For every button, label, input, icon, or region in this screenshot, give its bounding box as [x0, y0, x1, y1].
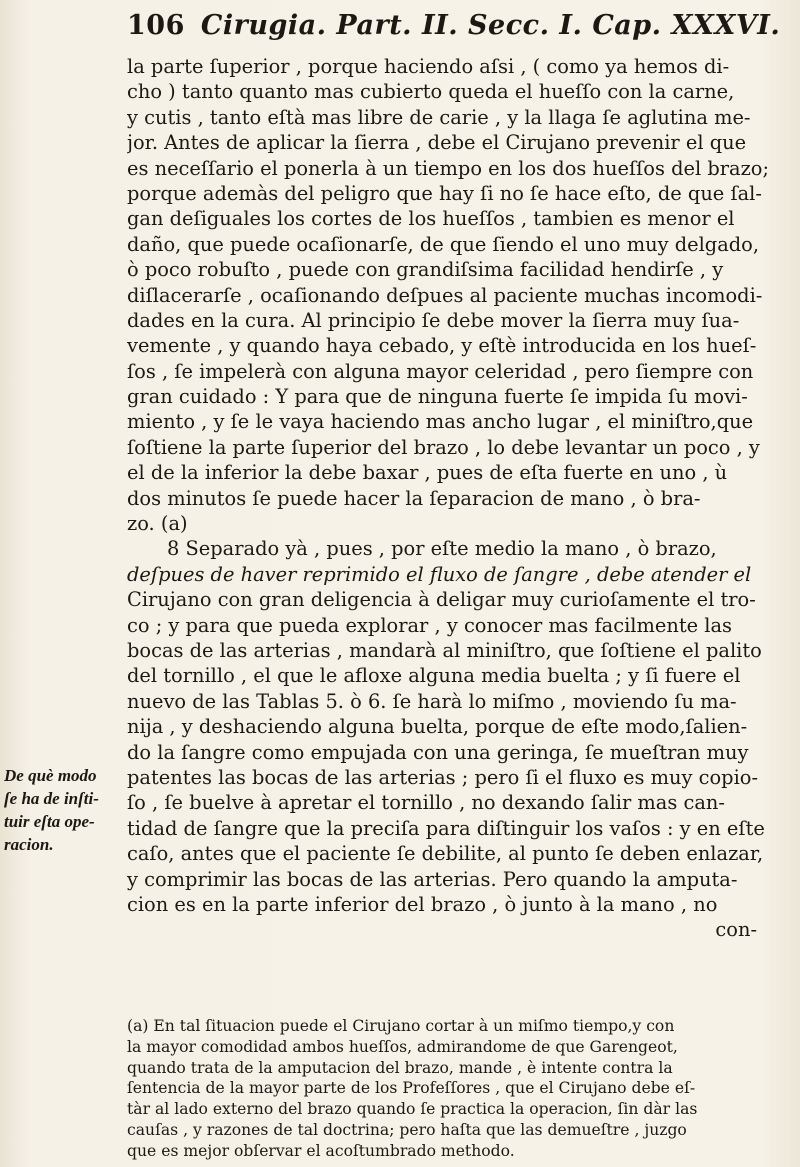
- text-line: diſlacerarſe , ocaſionando deſpues al paciente muchas incomodi-: [127, 283, 763, 307]
- text-line: deſpues de haver reprimido el fluxo de ſangre , debe atender el: [127, 562, 752, 586]
- text-line: zo. (a): [127, 512, 188, 536]
- footnote-line: (a) En tal ſituacion puede el Cirujano cortar à un miſmo tiempo,y con: [127, 1017, 675, 1035]
- footnote-line: cauſas , y razones de tal doctrina; pero haſta que las demueſtre , juzgo: [127, 1120, 687, 1139]
- text-line: patentes las bocas de las arterias ; pero ſi el fluxo es muy copio-: [127, 765, 759, 789]
- text-line: gan deſiguales los cortes de los hueſſos , tambien es menor el: [127, 207, 735, 231]
- text-line: ſoſtiene la parte ſuperior del brazo , lo debe levantar un poco , y: [127, 435, 760, 459]
- text-line: bocas de las arterias , mandarà al miniſtro, que ſoſtiene el palito: [127, 638, 762, 662]
- text-line: es neceſſario el ponerla à un tiempo en los dos hueſſos del brazo;: [127, 156, 770, 180]
- text-line: vemente , y quando haya cebado, y eſtè introducida en los hueſ-: [127, 334, 757, 358]
- text-line: cion es en la parte inferior del brazo , ò junto à la mano , no: [127, 892, 718, 916]
- footnote-line: tàr al lado externo del brazo quando ſe practica la operacion, ſin dàr las: [127, 1100, 698, 1119]
- main-text: [127, 54, 787, 943]
- margin-note-line: tuir eſta ope-: [4, 812, 95, 831]
- paragraph-8-start: 8 Separado yà , pues , por eſte medio la mano , ò brazo,: [167, 537, 717, 561]
- catchword: con-: [715, 918, 757, 942]
- text-line: porque ademàs del peligro que hay ſi no ſe hace eſto, de que ſal-: [127, 181, 762, 205]
- text-line: gran cuidado : Y para que de ninguna fuerte ſe impida ſu movi-: [127, 385, 748, 409]
- running-header: [127, 10, 787, 41]
- text-line: caſo, antes que el paciente ſe debilite, al punto ſe deben enlazar,: [127, 842, 764, 866]
- text-line: Cirujano con gran deligencia à deligar muy curioſamente el tro-: [127, 588, 756, 612]
- text-line: dos minutos ſe puede hacer la ſeparacion de mano , ò bra-: [127, 486, 701, 510]
- text-line: co ; y para que pueda explorar , y conocer mas facilmente las: [127, 613, 732, 637]
- text-line: la parte ſuperior , porque haciendo aſsi , ( como ya hemos di-: [127, 55, 730, 78]
- margin-note-line: De què modo: [4, 766, 97, 785]
- page-number: 106: [127, 10, 185, 41]
- text-line: nuevo de las Tablas 5. ò 6. ſe harà lo miſmo , moviendo ſu ma-: [127, 689, 737, 713]
- text-line: miento , y ſe le vaya haciendo mas ancho lugar , el miniſtro,que: [127, 410, 754, 434]
- text-line: ò poco robuſto , puede con grandiſsima facilidad hendirſe , y: [127, 258, 724, 282]
- text-line: dades en la cura. Al principio ſe debe mover la ſierra muy ſua-: [127, 308, 740, 332]
- footnote: [127, 1016, 792, 1162]
- text-line: el de la inferior la debe baxar , pues de eſta fuerte en uno , ù: [127, 461, 728, 485]
- margin-note-line: ſe ha de inſti-: [4, 789, 99, 808]
- text-line: daño, que puede ocaſionarſe, de que ſiendo el uno muy delgado,: [127, 232, 760, 256]
- text-line: nija , y deshaciendo alguna buelta, porque de eſte modo,ſalien-: [127, 715, 748, 739]
- margin-note: [4, 764, 116, 856]
- text-line: ſo , ſe buelve à apretar el tornillo , no dexando ſalir mas can-: [127, 791, 725, 815]
- text-line: jor. Antes de aplicar la ſierra , debe el Cirujano prevenir el que: [127, 131, 747, 155]
- footnote-line: quando trata de la amputacion del brazo, mande , è intente contra la: [127, 1058, 673, 1077]
- footnote-line: que es mejor obſervar el acoſtumbrado methodo.: [127, 1141, 515, 1160]
- footnote-line: la mayor comodidad ambos hueſſos, admirandome de que Garengeot,: [127, 1037, 678, 1056]
- text-line: tidad de ſangre que la preciſa para diſtinguir los vaſos : y en eſte: [127, 816, 765, 840]
- text-line: do la ſangre como empujada con una geringa, ſe mueſtran muy: [127, 740, 749, 764]
- text-line: y cutis , tanto eſtà mas libre de carie , y la llaga ſe aglutina me-: [127, 105, 751, 129]
- text-line: ſos , ſe impelerà con alguna mayor celeridad , pero ſiempre con: [127, 359, 754, 383]
- margin-note-line: racion.: [4, 835, 54, 854]
- text-line: y comprimir las bocas de las arterias. Pero quando la amputa-: [127, 867, 738, 891]
- running-title: Cirugia. Part. II. Secc. I. Cap. XXXVI.: [200, 10, 781, 41]
- footnote-line: ſentencia de la mayor parte de los Profeſſores , que el Cirujano debe eſ-: [127, 1079, 696, 1098]
- text-line: cho ) tanto quanto mas cubierto queda el hueſſo con la carne,: [127, 80, 735, 104]
- text-line: del tornillo , el que le afloxe alguna media buelta ; y ſi fuere el: [127, 664, 741, 688]
